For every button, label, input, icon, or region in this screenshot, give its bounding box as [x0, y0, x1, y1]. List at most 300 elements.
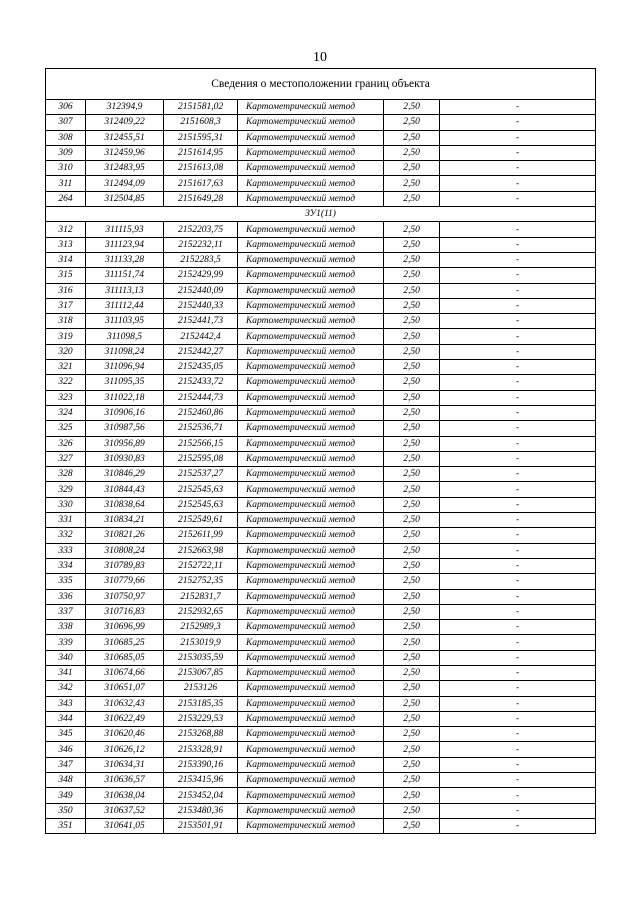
cell-coord-y: 2153229,53	[164, 711, 238, 726]
cell-point-number: 338	[46, 620, 86, 635]
cell-coord-x: 310716,83	[86, 604, 164, 619]
cell-method: Картометрический метод	[238, 421, 384, 436]
cell-description: -	[440, 375, 596, 390]
cell-coord-y: 2152722,11	[164, 558, 238, 573]
cell-coord-x: 311151,74	[86, 268, 164, 283]
table-row	[46, 421, 596, 436]
table-row	[46, 543, 596, 558]
table-row	[46, 620, 596, 635]
cell-point-number: 311	[46, 176, 86, 191]
cell-description: -	[440, 818, 596, 833]
cell-coord-x: 311123,94	[86, 237, 164, 252]
cell-coord-x: 310626,12	[86, 742, 164, 757]
cell-method: Картометрический метод	[238, 681, 384, 696]
cell-accuracy: 2,50	[384, 100, 440, 115]
cell-accuracy: 2,50	[384, 711, 440, 726]
table-row	[46, 818, 596, 833]
cell-coord-x: 311103,95	[86, 314, 164, 329]
table-row	[46, 589, 596, 604]
cell-coord-y: 2152549,61	[164, 513, 238, 528]
cell-description: -	[440, 604, 596, 619]
cell-point-number: 323	[46, 390, 86, 405]
cell-description: -	[440, 222, 596, 237]
cell-description: -	[440, 788, 596, 803]
boundary-coordinates-table	[45, 68, 596, 834]
table-row	[46, 665, 596, 680]
cell-coord-y: 2152442,4	[164, 329, 238, 344]
cell-accuracy: 2,50	[384, 130, 440, 145]
cell-description: -	[440, 298, 596, 313]
cell-point-number: 337	[46, 604, 86, 619]
cell-accuracy: 2,50	[384, 696, 440, 711]
cell-coord-x: 312504,85	[86, 191, 164, 206]
cell-method: Картометрический метод	[238, 252, 384, 267]
cell-method: Картометрический метод	[238, 482, 384, 497]
cell-coord-y: 2152460,86	[164, 405, 238, 420]
table-row	[46, 360, 596, 375]
cell-description: -	[440, 252, 596, 267]
cell-description: -	[440, 344, 596, 359]
cell-coord-y: 2152537,27	[164, 467, 238, 482]
cell-point-number: 306	[46, 100, 86, 115]
table-row	[46, 635, 596, 650]
cell-accuracy: 2,50	[384, 574, 440, 589]
cell-method: Картометрический метод	[238, 803, 384, 818]
cell-coord-y: 2153501,91	[164, 818, 238, 833]
cell-point-number: 329	[46, 482, 86, 497]
cell-description: -	[440, 543, 596, 558]
cell-point-number: 318	[46, 314, 86, 329]
cell-accuracy: 2,50	[384, 191, 440, 206]
cell-method: Картометрический метод	[238, 115, 384, 130]
table-row	[46, 268, 596, 283]
cell-method: Картометрический метод	[238, 727, 384, 742]
cell-coord-y: 2152566,15	[164, 436, 238, 451]
cell-method: Картометрический метод	[238, 436, 384, 451]
cell-method: Картометрический метод	[238, 742, 384, 757]
table-row	[46, 681, 596, 696]
cell-point-number: 346	[46, 742, 86, 757]
cell-coord-x: 310750,97	[86, 589, 164, 604]
table-row	[46, 375, 596, 390]
table-row	[46, 528, 596, 543]
table-row	[46, 130, 596, 145]
cell-method: Картометрический метод	[238, 344, 384, 359]
cell-coord-y: 2153452,04	[164, 788, 238, 803]
cell-coord-x: 311113,13	[86, 283, 164, 298]
cell-coord-x: 310821,26	[86, 528, 164, 543]
table-row	[46, 283, 596, 298]
cell-method: Картометрический метод	[238, 497, 384, 512]
cell-coord-y: 2151649,28	[164, 191, 238, 206]
cell-coord-y: 2152442,27	[164, 344, 238, 359]
cell-coord-x: 311022,18	[86, 390, 164, 405]
table-row	[46, 405, 596, 420]
cell-coord-x: 310620,46	[86, 727, 164, 742]
cell-accuracy: 2,50	[384, 650, 440, 665]
cell-coord-y: 2152989,3	[164, 620, 238, 635]
cell-description: -	[440, 681, 596, 696]
cell-description: -	[440, 360, 596, 375]
cell-point-number: 313	[46, 237, 86, 252]
cell-point-number: 350	[46, 803, 86, 818]
cell-description: -	[440, 635, 596, 650]
table-row	[46, 788, 596, 803]
cell-method: Картометрический метод	[238, 788, 384, 803]
cell-description: -	[440, 329, 596, 344]
cell-accuracy: 2,50	[384, 681, 440, 696]
cell-description: -	[440, 191, 596, 206]
cell-point-number: 347	[46, 757, 86, 772]
cell-coord-y: 2151581,02	[164, 100, 238, 115]
cell-coord-y: 2151595,31	[164, 130, 238, 145]
cell-point-number: 349	[46, 788, 86, 803]
cell-point-number: 331	[46, 513, 86, 528]
cell-coord-y: 2153415,96	[164, 773, 238, 788]
cell-accuracy: 2,50	[384, 497, 440, 512]
cell-accuracy: 2,50	[384, 222, 440, 237]
page-number: 10	[313, 50, 327, 65]
cell-method: Картометрический метод	[238, 757, 384, 772]
table-row	[46, 513, 596, 528]
cell-coord-x: 310696,99	[86, 620, 164, 635]
cell-coord-x: 310636,57	[86, 773, 164, 788]
table-row	[46, 344, 596, 359]
cell-method: Картометрический метод	[238, 191, 384, 206]
section-header-row	[46, 207, 596, 222]
cell-method: Картометрический метод	[238, 161, 384, 176]
cell-method: Картометрический метод	[238, 298, 384, 313]
cell-accuracy: 2,50	[384, 237, 440, 252]
cell-coord-x: 310789,83	[86, 558, 164, 573]
cell-coord-x: 310685,25	[86, 635, 164, 650]
cell-coord-x: 310674,66	[86, 665, 164, 680]
table-row	[46, 222, 596, 237]
cell-accuracy: 2,50	[384, 298, 440, 313]
table-row	[46, 115, 596, 130]
cell-description: -	[440, 100, 596, 115]
cell-accuracy: 2,50	[384, 329, 440, 344]
cell-method: Картометрический метод	[238, 635, 384, 650]
table-row	[46, 390, 596, 405]
cell-coord-y: 2152545,63	[164, 482, 238, 497]
cell-accuracy: 2,50	[384, 176, 440, 191]
cell-coord-y: 2152752,35	[164, 574, 238, 589]
cell-description: -	[440, 436, 596, 451]
cell-point-number: 327	[46, 451, 86, 466]
cell-coord-y: 2153019,9	[164, 635, 238, 650]
cell-point-number: 321	[46, 360, 86, 375]
cell-accuracy: 2,50	[384, 757, 440, 772]
cell-accuracy: 2,50	[384, 467, 440, 482]
cell-coord-x: 310987,56	[86, 421, 164, 436]
cell-accuracy: 2,50	[384, 635, 440, 650]
cell-point-number: 335	[46, 574, 86, 589]
cell-method: Картометрический метод	[238, 818, 384, 833]
cell-method: Картометрический метод	[238, 696, 384, 711]
cell-accuracy: 2,50	[384, 436, 440, 451]
table-row	[46, 467, 596, 482]
cell-coord-x: 311095,35	[86, 375, 164, 390]
cell-point-number: 314	[46, 252, 86, 267]
cell-coord-x: 310808,24	[86, 543, 164, 558]
cell-method: Картометрический метод	[238, 543, 384, 558]
cell-accuracy: 2,50	[384, 604, 440, 619]
cell-description: -	[440, 115, 596, 130]
table-row	[46, 482, 596, 497]
cell-coord-x: 310685,05	[86, 650, 164, 665]
cell-accuracy: 2,50	[384, 421, 440, 436]
cell-coord-y: 2152440,09	[164, 283, 238, 298]
cell-description: -	[440, 482, 596, 497]
table-row	[46, 574, 596, 589]
cell-method: Картометрический метод	[238, 222, 384, 237]
cell-accuracy: 2,50	[384, 773, 440, 788]
cell-coord-y: 2151613,08	[164, 161, 238, 176]
table-title-row	[46, 69, 596, 100]
cell-coord-y: 2153268,88	[164, 727, 238, 742]
cell-coord-y: 2152283,5	[164, 252, 238, 267]
cell-coord-x: 310846,29	[86, 467, 164, 482]
cell-coord-x: 312483,95	[86, 161, 164, 176]
cell-coord-y: 2151614,95	[164, 145, 238, 160]
cell-coord-x: 311112,44	[86, 298, 164, 313]
cell-description: -	[440, 390, 596, 405]
table-row	[46, 314, 596, 329]
table-row	[46, 742, 596, 757]
cell-accuracy: 2,50	[384, 252, 440, 267]
table-row	[46, 191, 596, 206]
cell-description: -	[440, 773, 596, 788]
cell-accuracy: 2,50	[384, 115, 440, 130]
cell-accuracy: 2,50	[384, 283, 440, 298]
cell-coord-y: 2153390,16	[164, 757, 238, 772]
cell-coord-y: 2153480,36	[164, 803, 238, 818]
cell-point-number: 348	[46, 773, 86, 788]
cell-coord-y: 2153328,91	[164, 742, 238, 757]
cell-coord-y: 2152435,05	[164, 360, 238, 375]
cell-description: -	[440, 589, 596, 604]
cell-description: -	[440, 145, 596, 160]
cell-coord-x: 310834,21	[86, 513, 164, 528]
cell-description: -	[440, 803, 596, 818]
cell-point-number: 332	[46, 528, 86, 543]
cell-accuracy: 2,50	[384, 665, 440, 680]
cell-coord-y: 2152595,08	[164, 451, 238, 466]
cell-description: -	[440, 268, 596, 283]
cell-method: Картометрический метод	[238, 604, 384, 619]
cell-description: -	[440, 650, 596, 665]
cell-coord-y: 2152831,7	[164, 589, 238, 604]
cell-coord-y: 2153067,85	[164, 665, 238, 680]
cell-accuracy: 2,50	[384, 788, 440, 803]
cell-coord-x: 310632,43	[86, 696, 164, 711]
cell-point-number: 264	[46, 191, 86, 206]
cell-coord-x: 311133,28	[86, 252, 164, 267]
cell-point-number: 328	[46, 467, 86, 482]
cell-point-number: 310	[46, 161, 86, 176]
cell-coord-x: 311096,94	[86, 360, 164, 375]
cell-accuracy: 2,50	[384, 818, 440, 833]
cell-description: -	[440, 421, 596, 436]
cell-accuracy: 2,50	[384, 803, 440, 818]
cell-method: Картометрический метод	[238, 130, 384, 145]
table-row	[46, 100, 596, 115]
section-label: ЗУ1(11)	[46, 207, 596, 222]
cell-description: -	[440, 314, 596, 329]
cell-coord-x: 310622,49	[86, 711, 164, 726]
cell-description: -	[440, 513, 596, 528]
cell-method: Картометрический метод	[238, 711, 384, 726]
cell-description: -	[440, 742, 596, 757]
cell-accuracy: 2,50	[384, 145, 440, 160]
cell-point-number: 342	[46, 681, 86, 696]
cell-accuracy: 2,50	[384, 620, 440, 635]
cell-accuracy: 2,50	[384, 513, 440, 528]
cell-point-number: 308	[46, 130, 86, 145]
cell-point-number: 316	[46, 283, 86, 298]
cell-method: Картометрический метод	[238, 145, 384, 160]
cell-method: Картометрический метод	[238, 390, 384, 405]
cell-coord-y: 2152932,65	[164, 604, 238, 619]
cell-accuracy: 2,50	[384, 727, 440, 742]
cell-description: -	[440, 237, 596, 252]
cell-coord-x: 312409,22	[86, 115, 164, 130]
cell-method: Картометрический метод	[238, 620, 384, 635]
cell-accuracy: 2,50	[384, 161, 440, 176]
cell-coord-y: 2153126	[164, 681, 238, 696]
cell-description: -	[440, 696, 596, 711]
cell-coord-y: 2152441,73	[164, 314, 238, 329]
table-title: Сведения о местоположении границ объекта	[46, 69, 596, 100]
cell-coord-y: 2152433,72	[164, 375, 238, 390]
cell-method: Картометрический метод	[238, 176, 384, 191]
cell-coord-x: 312459,96	[86, 145, 164, 160]
cell-method: Картометрический метод	[238, 100, 384, 115]
table-row	[46, 727, 596, 742]
cell-point-number: 333	[46, 543, 86, 558]
table-row	[46, 497, 596, 512]
cell-point-number: 319	[46, 329, 86, 344]
table-row	[46, 558, 596, 573]
cell-description: -	[440, 727, 596, 742]
cell-description: -	[440, 665, 596, 680]
cell-coord-y: 2151617,63	[164, 176, 238, 191]
cell-point-number: 322	[46, 375, 86, 390]
cell-method: Картометрический метод	[238, 589, 384, 604]
cell-method: Картометрический метод	[238, 375, 384, 390]
cell-point-number: 340	[46, 650, 86, 665]
table-row	[46, 773, 596, 788]
table-row	[46, 451, 596, 466]
cell-point-number: 309	[46, 145, 86, 160]
cell-coord-y: 2152203,75	[164, 222, 238, 237]
cell-description: -	[440, 176, 596, 191]
cell-coord-x: 310956,89	[86, 436, 164, 451]
table-row	[46, 176, 596, 191]
cell-coord-x: 310779,66	[86, 574, 164, 589]
cell-coord-x: 310844,43	[86, 482, 164, 497]
table-row	[46, 803, 596, 818]
cell-method: Картометрический метод	[238, 360, 384, 375]
cell-accuracy: 2,50	[384, 589, 440, 604]
table-row	[46, 252, 596, 267]
cell-method: Картометрический метод	[238, 268, 384, 283]
cell-coord-y: 2152444,73	[164, 390, 238, 405]
cell-point-number: 325	[46, 421, 86, 436]
cell-accuracy: 2,50	[384, 543, 440, 558]
cell-method: Картометрический метод	[238, 528, 384, 543]
cell-description: -	[440, 467, 596, 482]
cell-description: -	[440, 405, 596, 420]
table-row	[46, 604, 596, 619]
cell-method: Картометрический метод	[238, 405, 384, 420]
cell-accuracy: 2,50	[384, 405, 440, 420]
cell-point-number: 320	[46, 344, 86, 359]
cell-coord-x: 310641,05	[86, 818, 164, 833]
cell-point-number: 307	[46, 115, 86, 130]
cell-accuracy: 2,50	[384, 375, 440, 390]
cell-method: Картометрический метод	[238, 467, 384, 482]
cell-method: Картометрический метод	[238, 574, 384, 589]
cell-method: Картометрический метод	[238, 314, 384, 329]
cell-coord-x: 310651,07	[86, 681, 164, 696]
cell-coord-y: 2153035,59	[164, 650, 238, 665]
cell-method: Картометрический метод	[238, 237, 384, 252]
cell-method: Картометрический метод	[238, 558, 384, 573]
cell-accuracy: 2,50	[384, 558, 440, 573]
cell-accuracy: 2,50	[384, 360, 440, 375]
table-row	[46, 436, 596, 451]
cell-accuracy: 2,50	[384, 451, 440, 466]
cell-accuracy: 2,50	[384, 742, 440, 757]
cell-coord-x: 312455,51	[86, 130, 164, 145]
cell-point-number: 334	[46, 558, 86, 573]
cell-point-number: 343	[46, 696, 86, 711]
cell-coord-x: 310930,83	[86, 451, 164, 466]
cell-coord-y: 2152611,99	[164, 528, 238, 543]
cell-point-number: 345	[46, 727, 86, 742]
cell-point-number: 315	[46, 268, 86, 283]
cell-accuracy: 2,50	[384, 390, 440, 405]
cell-method: Картометрический метод	[238, 513, 384, 528]
cell-point-number: 312	[46, 222, 86, 237]
cell-coord-y: 2152440,33	[164, 298, 238, 313]
cell-coord-x: 310638,04	[86, 788, 164, 803]
cell-coord-x: 311115,93	[86, 222, 164, 237]
table-row	[46, 329, 596, 344]
cell-accuracy: 2,50	[384, 314, 440, 329]
table-row	[46, 711, 596, 726]
cell-point-number: 351	[46, 818, 86, 833]
table-row	[46, 237, 596, 252]
cell-description: -	[440, 558, 596, 573]
cell-point-number: 339	[46, 635, 86, 650]
table-row	[46, 298, 596, 313]
cell-method: Картометрический метод	[238, 451, 384, 466]
cell-method: Картометрический метод	[238, 283, 384, 298]
cell-description: -	[440, 711, 596, 726]
cell-coord-x: 310906,16	[86, 405, 164, 420]
cell-coord-y: 2153185,35	[164, 696, 238, 711]
cell-accuracy: 2,50	[384, 268, 440, 283]
table-row	[46, 696, 596, 711]
cell-coord-y: 2152545,63	[164, 497, 238, 512]
cell-coord-y: 2152663,98	[164, 543, 238, 558]
cell-accuracy: 2,50	[384, 344, 440, 359]
cell-method: Картометрический метод	[238, 329, 384, 344]
cell-description: -	[440, 497, 596, 512]
